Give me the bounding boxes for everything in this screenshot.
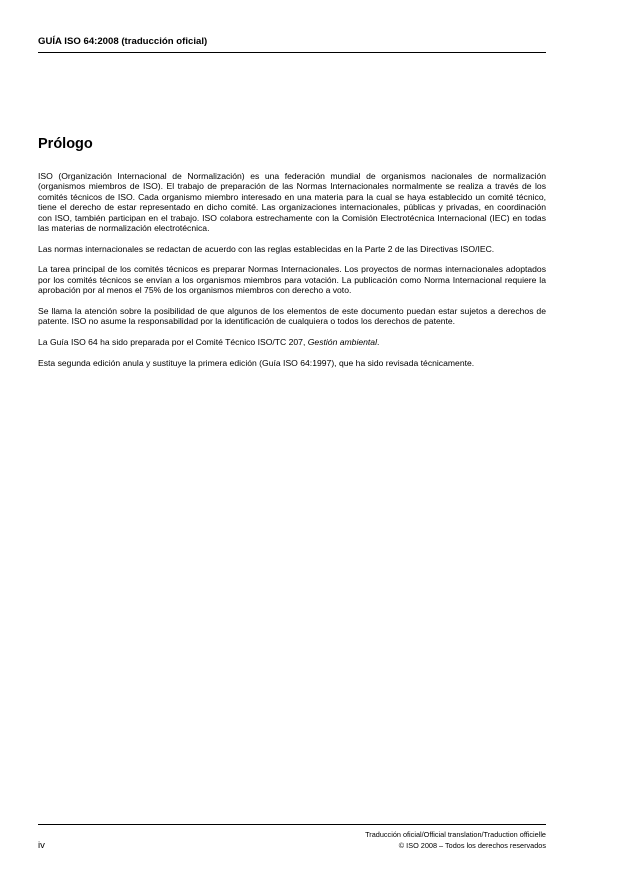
footer-notice — [365, 829, 546, 851]
prepared-by-period: . — [377, 337, 380, 348]
paragraph-technical-committees: La tarea principal de los comités técnicos es preparar Normas Internacionales. Los proyectos de normas internacionales adoptados por los comités técnicos se envían a los organismos miembros para votación. La publicación como Norma Internacional requiere la aprobación por al menos el 75% de los organismos miembros con derecho a voto. — [38, 264, 546, 296]
paragraph-directives: Las normas internacionales se redactan de acuerdo con las reglas establecidas en la Parte 2 de las Directivas ISO/IEC. — [38, 243, 495, 254]
paragraph-prepared-by — [38, 337, 546, 347]
header-divider — [38, 52, 546, 53]
body-text — [38, 171, 546, 378]
committee-subject: Gestión ambiental — [307, 337, 378, 348]
page-number: iv — [38, 840, 45, 851]
footer-divider — [38, 824, 546, 825]
paragraph-iso-description: ISO (Organización Internacional de Normalización) es una federación mundial de organismos nacionales de normalización (organismos miembros de ISO). El trabajo de preparación de las Normas Internacionales normalmente se realiza a través de los comités técnicos de ISO. Cada organismo miembro interesado en una materia para la cual se haya establecido un comité técnico, tiene el derecho de estar representado en dicho comité. Las organizaciones internacionales, públicas y privadas, en coordinación con ISO, también participan en el trabajo. ISO colabora estrechamente con la Comisión Electrotécnica Internacional (IEC) en todas las materias de normalización electrotécnica. — [38, 171, 546, 234]
prepared-by-text: La Guía ISO 64 ha sido preparada por el Comité Técnico ISO/TC 207, — [38, 337, 308, 348]
copyright-notice: © ISO 2008 – Todos los derechos reservados — [398, 841, 546, 850]
document-header-title: GUÍA ISO 64:2008 (traducción oficial) — [38, 36, 208, 47]
paragraph-edition-note: Esta segunda edición anula y sustituye la primera edición (Guía ISO 64:1997), que ha sido revisada técnicamente. — [38, 357, 475, 368]
translation-notice: Traducción oficial/Official translation/Traduction officielle — [365, 830, 546, 839]
paragraph-patent-rights: Se llama la atención sobre la posibilidad de que algunos de los elementos de este documento puedan estar sujetos a derechos de patente. ISO no asume la responsabilidad por la identificación de cualquiera o todos los derechos de patente. — [38, 305, 546, 327]
section-title: Prólogo — [38, 136, 93, 152]
